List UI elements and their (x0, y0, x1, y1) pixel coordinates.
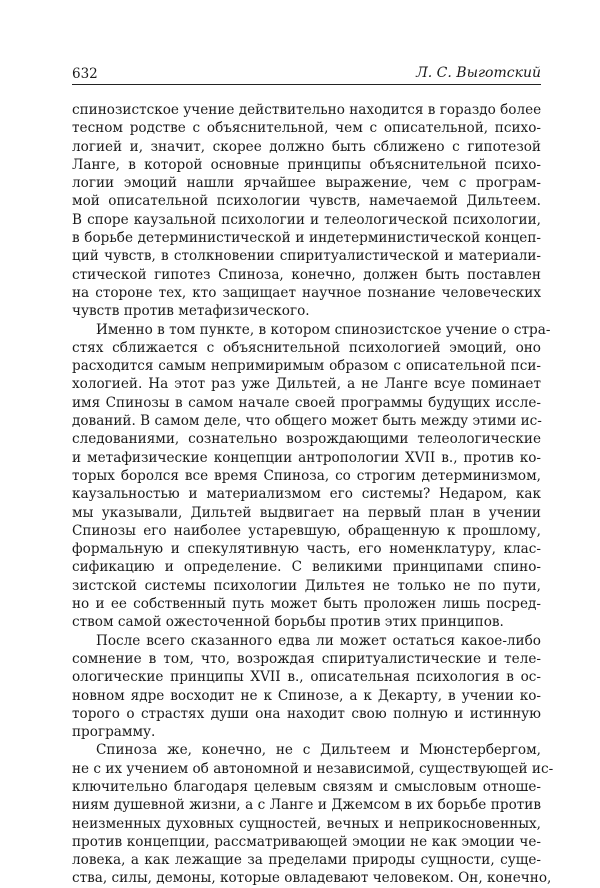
body-text (72, 101, 554, 888)
text-line: зистской системы психологии Дильтея не только не по пути, (72, 577, 541, 594)
text-line: ниям душевной жизни, а с Ланге и Джемсом в их борьбе против (72, 797, 541, 814)
text-line: программу. (72, 724, 156, 741)
text-line: формальную и спекулятивную часть, его номенклатуру, клас- (72, 541, 541, 558)
text-line: спинозистское учение действительно находится в гораздо более (72, 102, 542, 118)
text-line: В споре каузальной психологии и телеологической психологии, (72, 211, 541, 228)
text-line: логией и, значит, скорее должно быть сближено с гипотезой (72, 138, 541, 155)
text-line: мы указывали, Дильтей выдвигает на первый план в учении (72, 504, 541, 521)
text-line: хологией. На этот раз уже Дильтей, а не Ланге всуе поминает (72, 376, 541, 393)
text-line: на стороне тех, кто защищает научное познание человеческих (72, 284, 541, 301)
text-line: каузальностью и материализмом его системы? Недаром, как (72, 486, 541, 503)
text-line: торого о страстях души она находит свою полную и истинную (72, 705, 541, 722)
text-line: ства, силы, демоны, которые овладевают человеком. Он, конечно, (72, 870, 552, 887)
text-line: логии эмоций нашли ярчайшее выражение, чем с програм- (72, 175, 541, 192)
text-line: Спинозы его наиболее устаревшую, обращенную к прошлому, (72, 522, 541, 539)
text-line: но и ее собственный путь может быть проложен лишь посред- (72, 596, 541, 613)
text-line: против концепции, рассматривающей эмоции не как эмоции че- (72, 833, 541, 850)
text-line: стической гипотез Спинозa, конечно, должен быть поставлен (72, 266, 541, 283)
text-line: не с их учением об автономной и независимой, существующей ис- (72, 760, 554, 777)
text-line: Ланге, в которой основные принципы объяснительной психо- (72, 156, 541, 173)
text-line: следованиями, сознательно возрождающими телеологические (72, 431, 541, 448)
text-line: ством самой ожесточенной борьбы против этих принципов. (72, 614, 504, 631)
text-line: чувств против метафизического. (72, 303, 310, 320)
text-line: стях сближается с объяснительной психологией эмоций, оно (72, 339, 541, 356)
paragraph-1 (72, 101, 541, 321)
text-line: Именно в том пункте, в котором спинозистское учение о стра- (96, 321, 551, 338)
text-line: ций чувств, в столкновении спиритуалистической и материали- (72, 248, 541, 265)
text-line: сомнение в том, что, возрождая спиритуалистические и теле- (72, 650, 541, 667)
running-head: Л. С. Выготский (416, 65, 541, 81)
text-line: новном ядре восходит не к Спинозе, а к Декарту, в учении ко- (72, 687, 541, 704)
text-line: неизменных духовных сущностей, вечных и неприкосновенных, (72, 815, 541, 832)
paragraph-2 (72, 321, 551, 632)
text-line: После всего сказанного едва ли может остаться какое-либо (96, 632, 541, 649)
page-number: 632 (72, 66, 98, 82)
paragraph-4 (72, 741, 554, 887)
page-header (72, 64, 541, 85)
text-line: сификацию и определение. С великими принципами спино- (72, 559, 541, 576)
text-line: ловека, а как лежащие за пределами природы сущности, суще- (72, 852, 541, 869)
text-line: в борьбе детерминистической и индетерминистической концеп- (72, 230, 541, 247)
text-line: тесном родстве с объяснительной, чем с описательной, психо- (72, 120, 541, 137)
text-line: имя Спинозы в самом начале своей программы будущих иссле- (72, 394, 541, 411)
text-line: Спиноза же, конечно, не с Дильтеем и Мюнстербергом, (96, 742, 541, 759)
text-line: торых боролся все время Спиноза, со строгим детерминизмом, (72, 467, 541, 484)
text-line: ологические принципы XVII в., описательная психология в ос- (72, 669, 541, 686)
text-line: дований. В самом деле, что общего может быть между этими ис- (72, 413, 542, 430)
text-line: мой описательной психологии чувств, намечаемой Дильтеем. (72, 193, 541, 210)
text-line: ключительно благодаря целевым связям и смысловым отноше- (72, 778, 541, 795)
text-line: и метафизические концепции антропологии XVII в., против ко- (72, 449, 541, 466)
text-line: расходится самым непримиримым образом с описательной пси- (72, 358, 541, 375)
paragraph-3 (72, 632, 541, 742)
